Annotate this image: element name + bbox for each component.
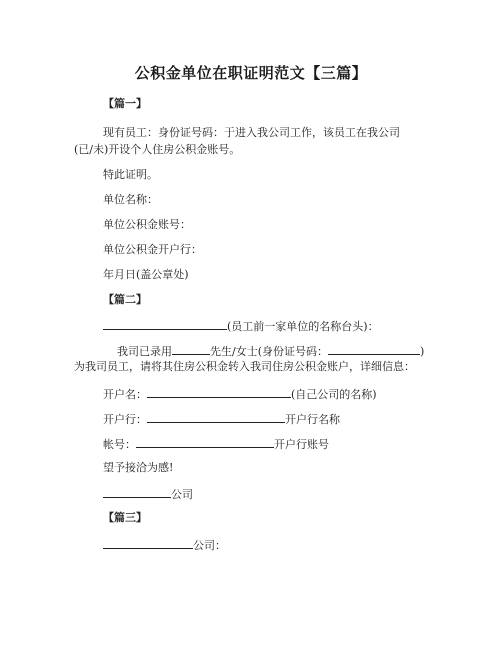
transfer-text: 为我司员工，请将其住房公积金转入我司住房公积金账户，详细信息： [74,360,415,373]
open-bank-label: 开户行： [103,413,147,426]
account-name-line [103,386,377,402]
section1-para1-line1: 现有员工：身份证号码：于进入我公司工作，该员工在我公司 [103,126,400,139]
section2-company: 公司 [171,488,193,501]
thanks-line: 望予接洽为感! [103,461,174,474]
blank-underline [147,386,291,398]
account-name-suffix: (自己公司的名称) [291,388,377,401]
account-number-label: 帐号： [103,438,136,451]
hire-line [117,343,424,359]
section2-company-line [103,486,193,502]
section1-heading: 【篇一】 [103,97,147,110]
unit-name-label: 单位名称： [103,193,158,206]
hire-text-b: 先生/女士(身份证号码： [210,345,328,358]
section3-heading: 【篇三】 [103,511,147,524]
open-bank-suffix: 开户行名称 [285,413,340,426]
hire-text-a: 我司已录用 [117,345,172,358]
section2-header-line [103,318,379,334]
blank-underline [136,436,274,448]
date-seal-line: 年月日(盖公章处) [103,268,189,281]
account-number-suffix: 开户行账号 [274,438,329,451]
blank-underline [103,537,193,549]
blank-underline [172,343,210,355]
section2-heading: 【篇二】 [103,293,147,306]
section1-proof: 特此证明。 [103,168,158,181]
blank-underline [328,343,420,355]
hire-text-c: ) [420,345,425,358]
unit-account-label: 单位公积金账号： [103,218,191,231]
blank-underline [147,411,285,423]
section3-company: 公司： [193,539,226,552]
section3-company-line [103,537,226,553]
account-name-label: 开户名： [103,388,147,401]
open-bank-line [103,411,340,427]
header-suffix: (员工前一家单位的名称台头)： [227,320,379,333]
document-title: 公积金单位在职证明范文【三篇】 [134,64,368,82]
section1-para1-line2: (已/未)开设个人住房公积金账号。 [74,143,241,156]
account-number-line [103,436,329,452]
blank-underline [103,486,171,498]
unit-bank-label: 单位公积金开户行： [103,243,202,256]
blank-underline [103,318,227,330]
